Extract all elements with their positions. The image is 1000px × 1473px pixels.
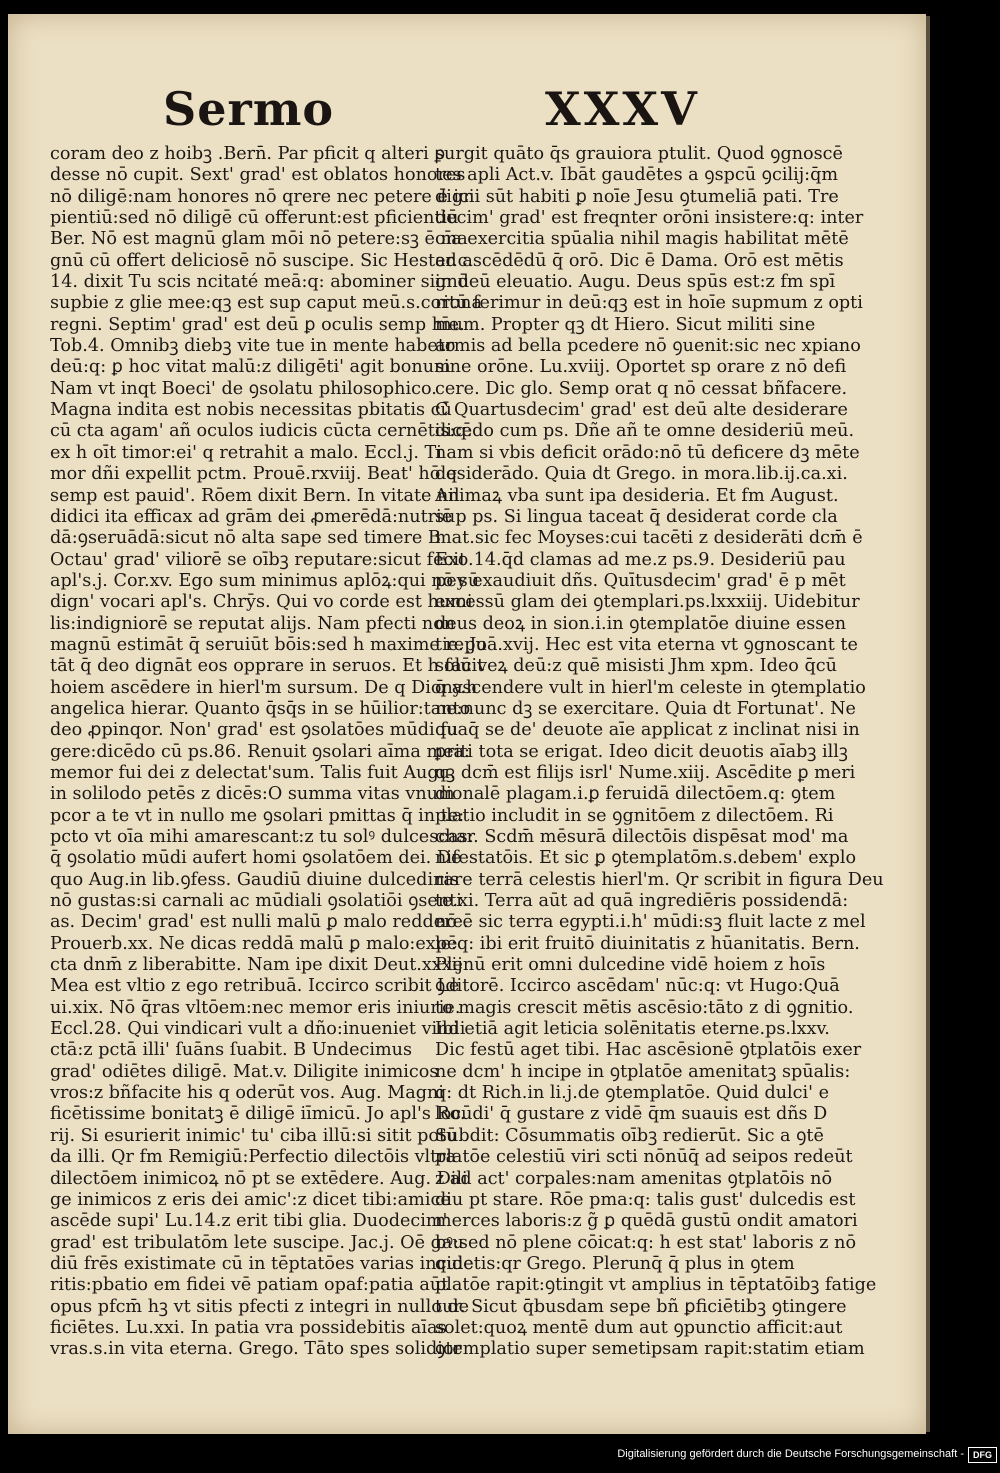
text-line: deus deoꝝ in sion.i.in ꝯtemplatōe diuine essen [435,613,847,634]
text-line: locūdi' q̄ gustare z vidē q̄m suauis est dñs D [435,1104,828,1125]
text-line: semp est pauid'. Rōem dixit Bern. In vitate nil [50,485,460,506]
text-line: platōe celestiū viri scti nōnūq̄ ad seipos redeūt [435,1147,853,1168]
text-line: ui.xix. Nō q̄ras vltōem:nec memor eris iniurie. [50,997,461,1018]
text-line: rare terrā celestis hierl'm. Qr scribit in figura Deu [435,869,884,890]
text-line: q: dt Rich.in li.j.de ꝯtemplatōe. Quid dulci' e [435,1083,829,1104]
text-line: deū:q: ꝑ hoc vitat malū:z diligēti' agit bonum [50,357,451,378]
text-line: ascēde supi' Lu.14.z erit tibi glia. Duodecim' [50,1211,448,1232]
text-line: dicēdo cum ps. Dñe añ te omne desideriū meū. [435,421,855,442]
text-line: Plenū erit omni dulcedine vidē hoiem z hoīs [435,955,826,976]
text-line: mat.sic fec Moyses:cui tacēti z desiderāti dcm̄ ē [435,528,863,549]
text-line: dā:ꝯseruādā:sicut nō alta sape sed timere B [50,528,441,549]
text-line: ritis:pbatio em fidei vē patiam opaf:patia aūt [50,1275,449,1296]
text-line: Subdit: Cōsummatis oībꝫ redierūt. Sic a ꝯtē [435,1125,824,1146]
text-line: platio includit in se ꝯgnitōem z dilectōem. Ri [435,805,834,826]
text-line: Octau' grad' viliorē se oībꝫ reputare:sicut fecit [50,549,467,570]
text-line: nifestatōis. Et sic ꝑ ꝯtemplatōm.s.debem' explo [435,848,857,869]
text-line: ꝯtemplatio super semetipsam rapit:statim etiam [435,1339,865,1360]
text-line: sine orōne. Lu.xviij. Oportet sp orare z nō defi [435,357,847,378]
text-line: Mea est vltio z ego retribuā. Iccirco scribit Le [50,976,460,997]
text-line: Dic festū aget tibi. Hac ascēsionē ꝯtplatōis exer [435,1040,862,1061]
text-line: pientiū:sed nō diligē cū offerunt:est pficientiū [50,208,459,229]
text-line: tāt q̄ deo dignāt eos opprare in seruos. Et h facit [50,656,485,677]
text-line: dionalē plagam.i.ꝑ feruidā dilectōem.q: ꝯtem [435,784,836,805]
text-line: mor dñi expellit pctm. Prouē.rxviij. Beat' hō q [50,464,458,485]
text-line: ad ascēdēdū q̄ orō. Dic ē Dama. Orō est mētis [435,250,844,271]
text-line: ficētissime bonitatꝫ ē diligē iīmicū. Jo apl's Ro. [50,1104,466,1125]
text-line: Magna indita est nobis necessitas pbitatis cū [50,400,452,421]
text-line: char. Scdm̄ mēsurā dilectōis dispēsat mod' ma [435,827,849,847]
text-line: ge inimicos z eris dei amic':z dicet tibi:amice [50,1189,451,1210]
text-line: cta dnm̄ z liberabitte. Nam ipe dixit Deut.xxxij [50,955,463,976]
text-line: Prouerb.xx. Ne dicas reddā malū ꝑ malo:expē [50,933,458,954]
text-line: diu pt stare. Rōe pma:q: talis gust' dulcedis est [435,1189,856,1210]
text-line: da illi. Qr fm Remigiū:Perfectio dilectōis vltra [50,1147,457,1168]
text-line: ꝯditorē. Iccirco ascēdam' nūc:q: vt Hugo:Quā [435,976,840,997]
text-line: desse nō cupit. Sext' grad' est oblatos honores [50,165,466,186]
text-line: q̄ ꝯsolatio mūdi aufert homi ꝯsolatōem dei. De [50,848,462,869]
page-edge [926,16,930,1432]
text-line: Ibi etiā agit leticia solēnitatis eterne.ps.lxxv. [435,1019,830,1040]
running-head-right: XXXV [545,82,700,136]
text-line: grad' est tribulatōm lete suscipe. Jac.j. Oē gau [50,1232,464,1253]
text-line: deo ꝓpinqor. Non' grad' est ꝯsolatōes mūdi fu [50,720,459,741]
text-line: hoiem ascēdere in hierl'm sursum. De q Diony.h [50,677,478,698]
text-line: ficiētes. Lu.xxi. In patia vra possidebitis aīas [50,1317,447,1338]
text-line: Exo.14.q̄d clamas ad me.z ps.9. Desideriū pau [435,549,846,570]
text-line: decim' grad' est freqnter orōni insistere:q: inter [435,208,864,229]
text-line: ctā:z pctā illi' ſuāns ſuabit. B Undecimus [50,1040,413,1061]
text-line: as. Decim' grad' est nulli malū ꝑ malo reddere. [50,912,469,933]
text-line: in deū eleuatio. Augu. Deus spūs est:z fm spī [435,272,836,293]
text-line: quo Aug.in lib.ꝯfess. Gaudiū diuine dulcedinis [50,869,460,890]
text-line: quaq̄ se de' deuote aīe applicat z inclinat nisi in [435,720,860,741]
text-line: vras.s.in vita eterna. Grego. Tāto spes solidior [50,1339,462,1360]
funding-credit: Digitalisierung gefördert durch die Deutsche Forschungsgemeinschaft - [617,1448,964,1460]
text-line: platōe rapit:ꝯtingit vt amplius in tēptatōibꝫ fatige [435,1275,877,1296]
text-line: Ber. Nō est magnū glam mōi nō petere:sꝫ ē ma [50,229,468,250]
text-line: C Quartusdecim' grad' est deū alte desiderare [435,400,848,421]
text-line: dilectōem inimicoꝝ nō pt se extēdere. Aug. Dili [50,1168,468,1189]
text-line: grad' odiētes diligē. Mat.v. Diligite inimicos [50,1061,439,1082]
text-line: oīa exercitia spūalia nihil magis habilitat mētē [435,229,849,250]
text-line: le:q: ibi erit fruitō diuinitatis z hūanitatis. Bern. [435,933,860,954]
text-line: tur. Sicut q̄busdam sepe bñ ꝑficiētibꝫ ꝯtingere [435,1296,847,1317]
text-line: tes apli Act.v. Ibāt gaudētes a ꝯspcū ꝯcilij:q̄m [435,165,839,186]
text-line: memor fui dei z delectat'sum. Talis fuit Augu. [50,762,456,783]
text-line: pcor a te vt in nullo me ꝯsolari pmittas q̄ in te: [50,805,465,826]
text-line: digni sūt habiti ꝑ noīe Jesu ꝯtumeliā pati. Tre [435,186,839,207]
text-line: magnū estimāt q̄ seruiūt bōis:sed h maxime repu [50,634,487,655]
text-line: rij. Si esurierit inimic' tu' ciba illū:si sitit potū [50,1125,458,1146]
text-line: z ad act' corpales:nam amenitas ꝯtplatōis nō [435,1168,833,1189]
text-line: in solilodo petēs z dicēs:O summa vitas vnum [50,784,455,805]
text-line: te.xi. Terra aūt ad quā ingrediēris possidendā: [435,891,849,912]
text-line: vros:z bñfacite his q oderūt vos. Aug. Magni [50,1083,444,1104]
text-line: angelica hierar. Quanto q̄sq̄s in se hūilior:tanto [50,698,471,719]
text-line: solet:quoꝝ mentē dum aut ꝯpunctio afficit:aut [435,1317,843,1338]
text-line: qꝫ dcm̄ est filijs isrl' Nume.xiij. Ascēdite ꝑ meri [435,762,856,783]
text-line: merces laboris:z g̃ ꝑ quēdā gustū ondit amatori [435,1211,858,1232]
text-line: ex h oīt timor:ei' q retrahit a malo. Eccl.j. Ti [50,442,442,463]
text-line: cū cta agam' añ oculos iudicis cūcta cernētis:q: [50,421,473,442]
text-line: nō diligē:nam honores nō qrere nec petere ē ici [50,186,475,207]
text-line: regni. Septim' grad' est deū ꝑ oculis semp hīe. [50,314,465,335]
text-line: coram deo z hoibꝫ .Bern̄. Par pficit q alteri ꝑ [50,144,446,164]
text-line: nō ē sic terra egypti.i.h' mūdi:sꝫ fluit lacte z mel [435,912,866,933]
text-line: 14. dixit Tu scis ncitaté meā:q: abominer signū [50,272,470,293]
text-line: q̄ ascendere vult in hierl'm celeste in ꝯtemplatio [435,677,866,698]
dfg-logo: DFG [968,1447,997,1463]
text-line: bꝰ:sed nō plene cōicat:q: h est stat' laboris z nō [435,1232,857,1253]
text-line: nam si vbis deficit orādo:nō tū deficere dꝫ mēte [435,442,860,463]
text-line: opus pfcm̄ hꝫ vt sitis pfecti z integri in nullo de [50,1296,470,1317]
text-line: Eccl.28. Qui vindicari vult a dño:inueniet vindi [50,1019,466,1040]
running-head-left: Sermo [163,82,335,136]
text-column-right [435,144,884,1361]
text-line: gere:dicēdo cū ps.86. Renuit ꝯsolari aīma mea: [50,741,470,762]
text-line: to magis crescit mētis ascēsio:tāto z di ꝯgnitio. [435,997,854,1018]
text-line: Tob.4. Omnibꝫ diebꝫ vite tue in mente habeto [50,336,456,357]
text-line: pey exaudiuit dñs. Quītusdecim' grad' ē p mēt [435,570,846,591]
text-line: surgit quāto q̄s grauiora ptulit. Quod ꝯgnoscē [435,144,843,164]
text-line: cere. Dic glo. Semp orat q nō cessat bñfacere. [435,378,848,399]
text-line: didici ita efficax ad grām dei ꝓmerēdā:nutriē [50,506,453,527]
text-line: ritū ferimur in deū:qꝫ est in hoīe supmum z opti [435,293,863,314]
text-line: gnū cū offert deliciosē nō suscipe. Sic Hester.c. [50,250,474,271]
footer-bar [0,1436,1000,1473]
text-line: diū frēs existimate cū in tēptatōes varias incide [50,1253,474,1274]
text-line: nō gustas:si carnali ac mūdiali ꝯsolatiōi ꝯsenti [50,891,462,912]
text-line: armis ad bella pcedere nō ꝯuenit:sic nec xpiano [435,336,861,357]
text-line: ꝑriti tota se erigat. Ideo dicit deuotis aīabꝫ illꝫ [435,741,848,762]
text-line: quietis:qr Grego. Plerunq̄ q̄ plus in ꝯtem [435,1253,795,1274]
text-line: excessū glam dei ꝯtemplari.ps.lxxxiij. Uidebitur [435,592,860,613]
text-line: desiderādo. Quia dt Grego. in mora.lib.ij.ca.xi. [435,464,848,485]
text-line: supbie z glie mee:qꝫ est sup caput meū.s.corona [50,293,483,314]
text-line: pcto vt oīa mihi amarescant:z tu solꝰ dulcescas: [50,827,474,847]
text-line: apl's.j. Cor.xv. Ego sum minimus aplōꝝ:qui nō sū [50,570,480,591]
text-line: dign' vocari apl's. Chrȳs. Qui vo corde est humi [50,592,473,613]
text-column-left [50,144,487,1361]
text-line: sup ps. Si lingua taceat q̄ desiderat corde cla [435,506,838,527]
text-line: Nam vt inqt Boeci' de ꝯsolatu philosophico. [50,378,437,399]
text-line: ne:nunc dꝫ se exercitare. Quia dt Fortunat'. Ne [435,698,856,719]
text-line: lis:indigniorē se reputat alijs. Nam pfecti non [50,613,456,634]
text-line: Animaꝝ vba sunt ipa desideria. Et fm August. [435,485,839,506]
text-line: solū veꝝ deū:z quē misisti Jhm xpm. Ideo q̄cū [435,656,837,677]
text-line: ne dcm' h incipe in ꝯtplatōe amenitatꝫ spūalis: [435,1061,851,1082]
book-page [8,14,926,1434]
text-line: mum. Propter qꝫ dt Hiero. Sicut militi sine [435,314,816,335]
text-line: tie. Joā.xvij. Hec est vita eterna vt ꝯgnoscant te [435,634,858,655]
